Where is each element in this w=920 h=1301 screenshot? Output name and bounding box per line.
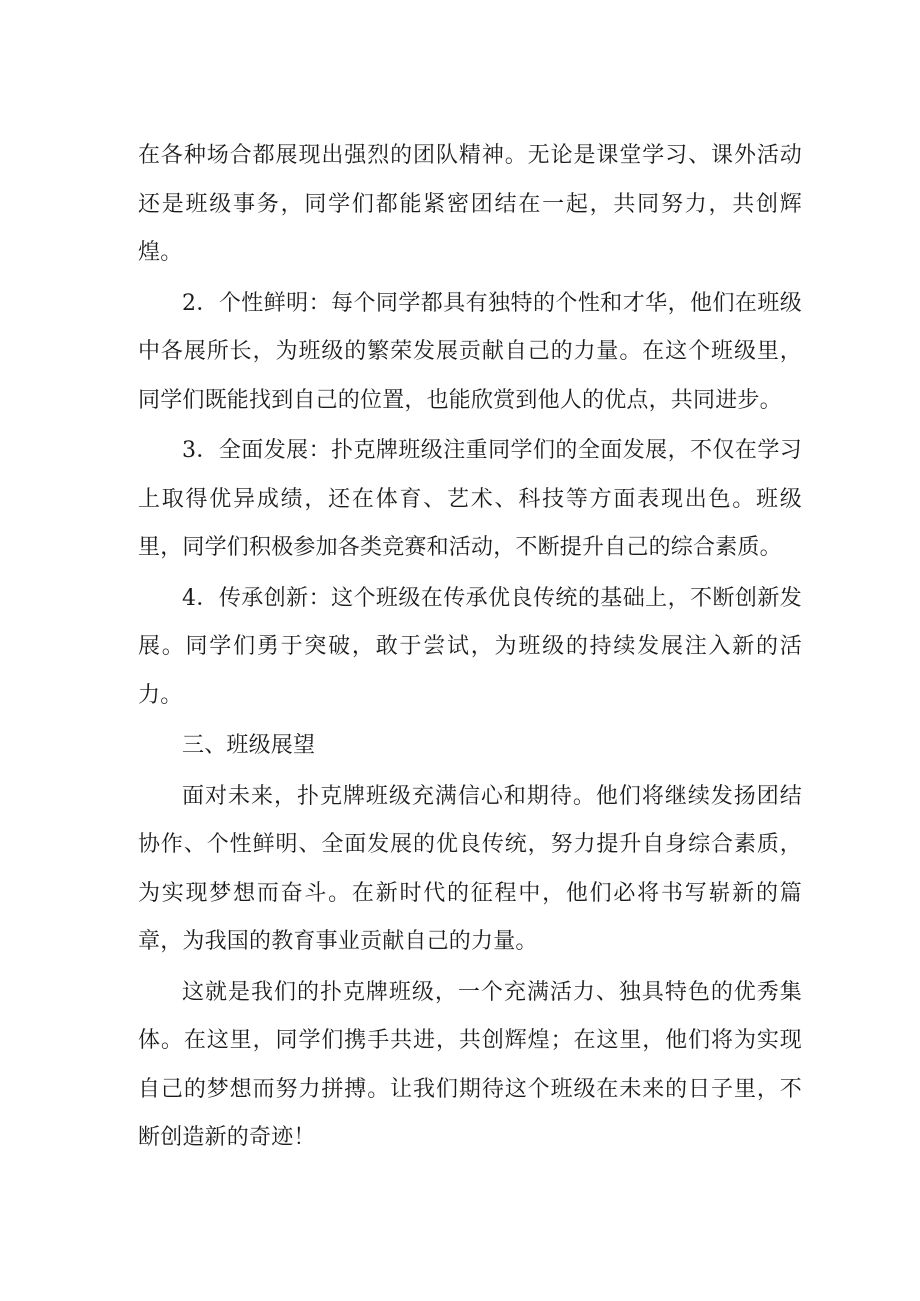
section-heading-class-outlook: 三、班级展望 bbox=[182, 733, 316, 758]
paragraph-future-outlook: 面对未来，扑克牌班级充满信心和期待。他们将继续发扬团结协作、个性鲜明、全面发展的优良传统，努力提升自身综合素质，为实现梦想而奋斗。在新时代的征程中，他们必将书写崭新的篇章，为我国的教育事业贡献自己的力量。 bbox=[138, 783, 802, 954]
paragraph-conclusion: 这就是我们的扑克牌班级，一个充满活力、独具特色的优秀集体。在这里，同学们携手共进，共创辉煌；在这里，他们将为实现自己的梦想而努力拼搏。让我们期待这个班级在未来的日子里，不断创造新的奇迹！ bbox=[138, 979, 802, 1150]
paragraph-team-spirit-continued: 在各种场合都展现出强烈的团队精神。无论是课堂学习、课外活动还是班级事务，同学们都能紧密团结在一起，共同努力，共创辉煌。 bbox=[138, 143, 802, 265]
document-body bbox=[138, 132, 802, 1165]
paragraph-all-round-development: 3．全面发展：扑克牌班级注重同学们的全面发展，不仅在学习上取得优异成绩，还在体育、艺术、科技等方面表现出色。班级里，同学们积极参加各类竞赛和活动，不断提升自己的综合素质。 bbox=[138, 438, 802, 560]
paragraph-distinct-personality: 2．个性鲜明：每个同学都具有独特的个性和才华，他们在班级中各展所长，为班级的繁荣发展贡献自己的力量。在这个班级里，同学们既能找到自己的位置，也能欣赏到他人的优点，共同进步。 bbox=[138, 290, 802, 413]
paragraph-heritage-innovation: 4．传承创新：这个班级在传承优良传统的基础上，不断创新发展。同学们勇于突破，敢于尝试，为班级的持续发展注入新的活力。 bbox=[138, 585, 802, 708]
